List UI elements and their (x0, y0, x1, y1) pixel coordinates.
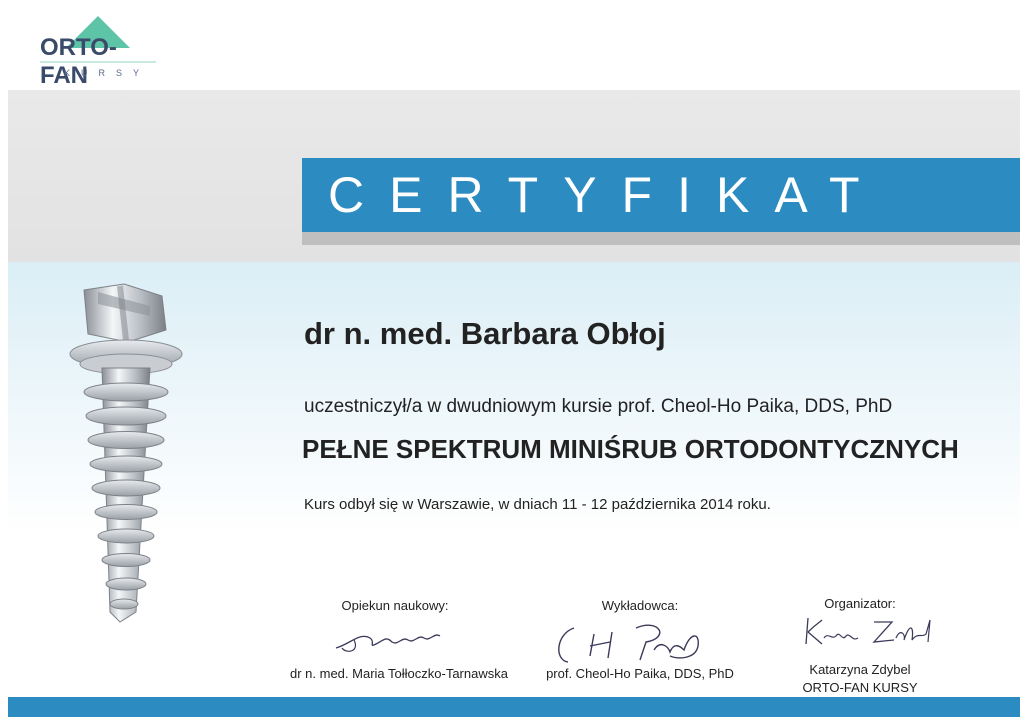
signature-name: Katarzyna Zdybel (809, 662, 911, 677)
signature-role: Organizator: (824, 596, 896, 611)
signature-name: prof. Cheol-Ho Paika, DDS, PhD (546, 666, 734, 681)
handwritten-signature (800, 612, 940, 656)
recipient-name: dr n. med. Barbara Obłoj (304, 316, 666, 351)
miniscrew-illustration (54, 282, 184, 642)
course-title: PEŁNE SPEKTRUM MINIŚRUB ORTODONTYCZNYCH (302, 434, 959, 464)
logo-subtitle: KURSY (64, 68, 151, 78)
footer-bar (8, 697, 1020, 717)
signature-block-scientific-supervisor (290, 598, 508, 681)
signature-role: Wykładowca: (601, 598, 679, 613)
signature-role: Opiekun naukowy: (341, 598, 449, 613)
logo-brand: ORTO-FAN (40, 34, 117, 89)
certificate-title: CERTYFIKAT (328, 167, 885, 223)
signature-name: dr n. med. Maria Tołłoczko-Tarnawska (290, 666, 508, 681)
signature-block-organizer (760, 596, 960, 695)
signature-organization: ORTO-FAN KURSY (802, 680, 918, 695)
orto-fan-logo (34, 14, 164, 89)
title-banner (302, 158, 1020, 232)
handwritten-signature (330, 618, 450, 658)
title-underline (302, 232, 1020, 245)
handwritten-signature (550, 612, 720, 668)
signature-block-lecturer (540, 598, 740, 681)
course-details: Kurs odbył się w Warszawie, w dniach 11 - 12 października 2014 roku. (304, 496, 771, 513)
participation-text: uczestniczył/a w dwudniowym kursie prof. Cheol-Ho Paika, DDS, PhD (304, 396, 893, 417)
